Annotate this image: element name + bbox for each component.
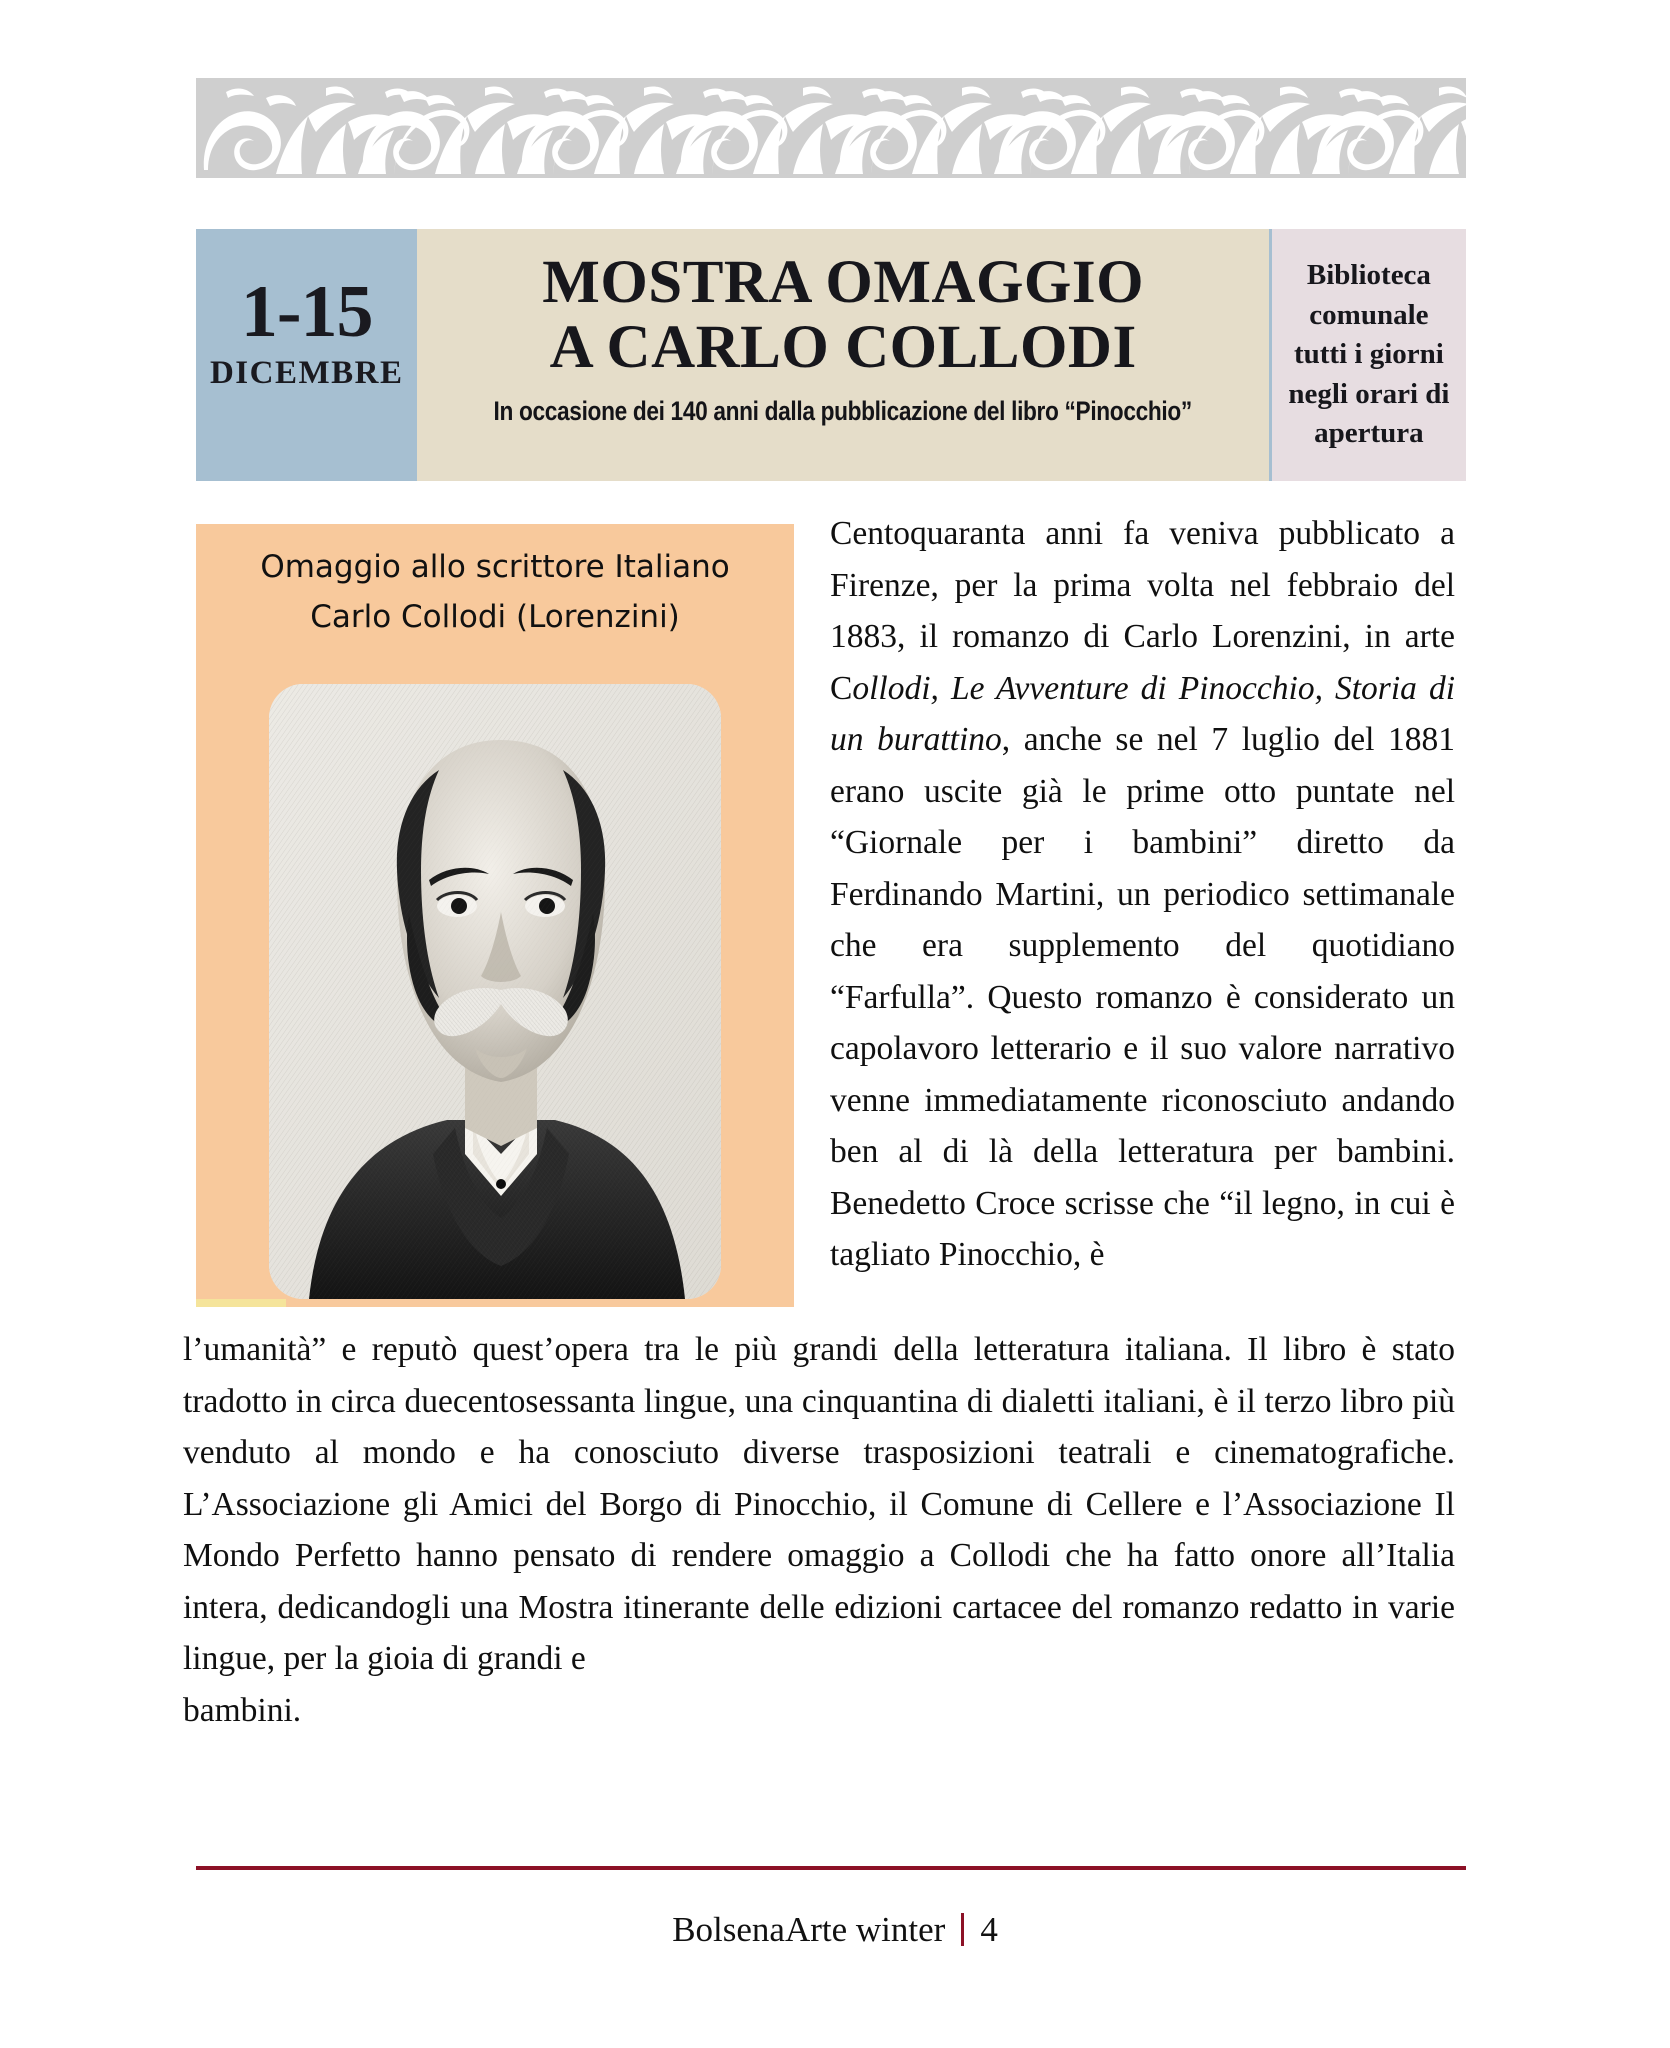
acanthus-scroll-border-ornament — [196, 78, 1466, 178]
portrait-image — [269, 684, 721, 1299]
venue-info-text — [1288, 256, 1449, 453]
article-column-part-1: Centoquaranta anni fa veniva pubblicato a Firenze, per la prima volta nel febbraio del 1883, il romanzo di Carlo Lorenzini, in arte C — [830, 515, 1455, 707]
headline-line-1: MOSTRA OMAGGIO — [542, 249, 1145, 316]
article-full-width-text — [183, 1324, 1455, 1736]
headline-line-2: A CARLO COLLODI — [549, 313, 1137, 381]
figure-caption-line-2: Carlo Collodi (Lorenzini) — [310, 599, 680, 636]
venue-info-block — [1272, 229, 1466, 481]
article-column-text — [830, 508, 1455, 1281]
figure-accent-bar — [196, 1299, 286, 1307]
footer-page-number: 4 — [980, 1910, 998, 1949]
venue-info-line: tutti i giorni — [1293, 338, 1444, 371]
venue-info-line: Biblioteca — [1306, 259, 1431, 292]
date-block — [196, 229, 417, 481]
figure-card — [196, 524, 794, 1307]
venue-info-line: apertura — [1314, 417, 1424, 450]
title-block — [417, 229, 1271, 481]
venue-info-line: negli orari di — [1288, 377, 1450, 410]
masthead — [196, 229, 1466, 481]
date-month: DICEMBRE — [209, 355, 404, 392]
figure-caption-line-1: Omaggio allo scrittore Italiano — [260, 549, 730, 585]
article-column-italic: ollodi, Le Avventure di Pinocchio, Storia di un burattino — [830, 669, 1455, 758]
footer-publication: BolsenaArte winter — [672, 1910, 946, 1949]
article-full-width-last-line: bambini. — [183, 1691, 302, 1729]
date-range: 1-15 — [240, 271, 373, 353]
article-column-part-2: , anche se nel 7 luglio del 1881 erano uscite già le prime otto puntate nel “Giornale per i bambini” diretto da Ferdinando Martini, un periodico settimanale che era supplemento del quotidiano “Farfulla”. Questo romanzo è considerato un capolavoro letterario e il suo valore narrativo venne immediatamente riconosciuto andando ben al di là della letteratura per bambini. Benedetto Croce scrisse che “il legno, in cui è tagliato Pinocchio, è — [830, 721, 1455, 1273]
footer-separator — [961, 1913, 964, 1946]
article-full-width-body: l’umanità” e reputò quest’opera tra le più grandi della letteratura italiana. Il libro è stato tradotto in circa duecentosessanta lingue, una cinquantina di dialetti italiani, è il terzo libro più venduto al mondo e ha conosciuto diverse trasposizioni teatrali e cinematografiche. L’Associazione gli Amici del Borgo di Pinocchio, il Comune di Cellere e l’Associazione Il Mondo Perfetto hanno pensato di rendere omaggio a Collodi che ha fatto onore all’Italia intera, dedicandogli una Mostra itinerante delle edizioni cartacee del romanzo redatto in varie lingue, per la gioia di grandi e — [183, 1331, 1455, 1677]
headline-subtitle: In occasione dei 140 anni dalla pubblicazione del libro “Pinocchio” — [493, 396, 1193, 427]
footer-divider — [196, 1866, 1466, 1870]
footer — [0, 1910, 1670, 1950]
venue-info-line: comunale — [1309, 298, 1429, 331]
